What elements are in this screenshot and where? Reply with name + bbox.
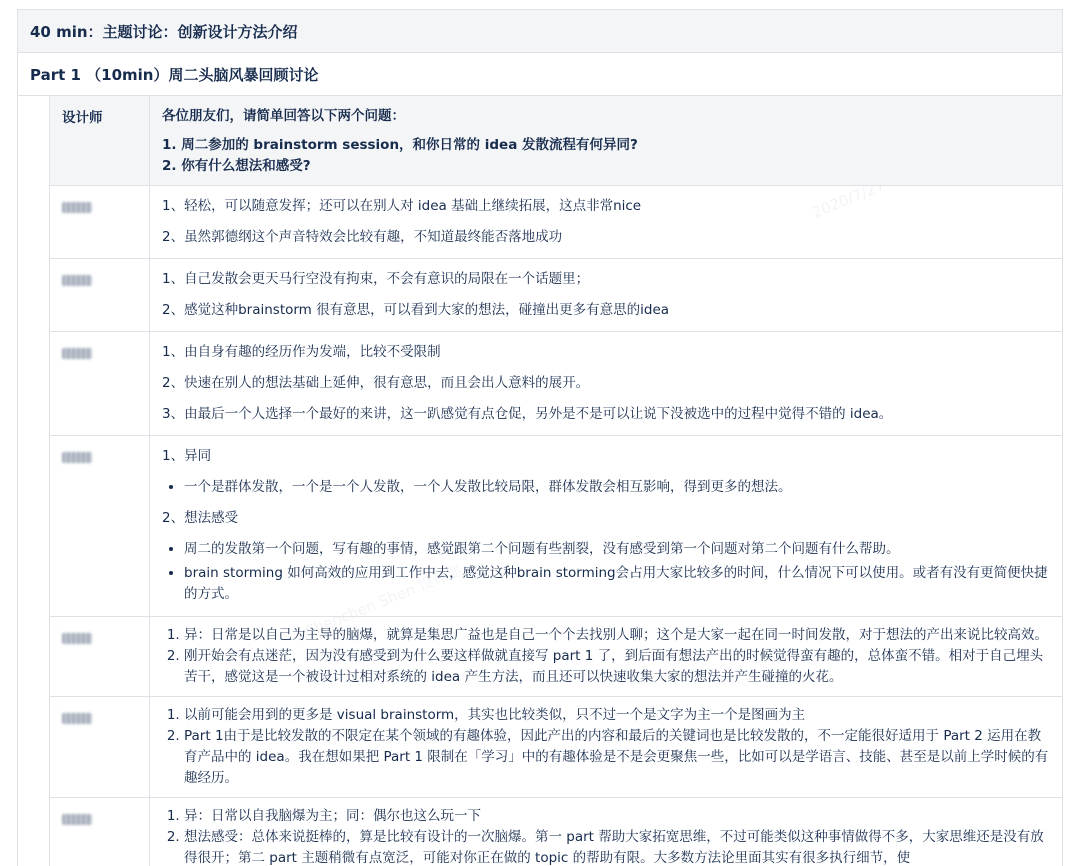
watermark: Shenchen Shen 设计部 [302,561,465,641]
answer-cell [150,617,1062,696]
list-item: • 周二的发散第一个问题，写有趣的事情，感觉跟第二个问题有些割裂，没有感受到第一个问题对第二个问题有什么帮助。 [184,539,1050,560]
answer-line: 2、虽然郭德纲这个声音特效会比较有趣，不知道最终能否落地成功 [162,229,563,245]
answer-cell [150,259,1062,331]
list-item: 2. 刚开始会有点迷茫，因为没有感受到为什么要这样做就直接写 part 1 了，到后面有想法产出的时候觉得蛮有趣的，总体蛮不错。相对于自己埋头苦干，感觉这是一个被设计过相对系统的 idea 产生方法，而且还可以快速收集大家的想法并产生碰撞的火花。 [184,646,1050,688]
bullet-list [162,477,1050,498]
part-title: Part 1 （10min）周二头脑风暴回顾讨论 [18,53,1062,96]
designer-name-cell [50,332,150,435]
blurred-name [62,348,92,359]
table-row [50,617,1062,697]
answer-line: 3、由最后一个人选择一个最好的来讲，这一趴感觉有点仓促，另外是不是可以让说下没被选中的过程中觉得不错的 idea。 [162,406,893,422]
table-row [50,332,1062,436]
section-title: 40 min：主题讨论：创新设计方法介绍 [18,10,1062,53]
list-item: 1. 以前可能会用到的更多是 visual brainstorm，其实也比较类似，只不过一个是文字为主一个是图画为主 [184,705,1050,726]
list-item: 1. 异：日常是以自己为主导的脑爆，就算是集思广益也是自己一个个去找别人聊；这个是大家一起在同一时间发散，对于想法的产出来说比较高效。 [184,625,1050,646]
answer-line: 2、快速在别人的想法基础上延伸，很有意思，而且会出人意料的展开。 [162,375,590,391]
blurred-name [62,814,92,825]
answer-cell [150,798,1062,866]
answer-line: 1、自己发散会更天马行空没有拘束，不会有意识的局限在一个话题里； [162,271,590,287]
table-row [50,798,1062,866]
list-item: • brain storming 如何高效的应用到工作中去，感觉这种brain storming会占用大家比较多的时间，什么情况下可以使用。或者有没有更简便快捷的方式。 [184,563,1050,605]
questions-intro: 各位朋友们，请简单回答以下两个问题： [162,108,405,124]
numbered-list [162,705,1050,789]
answer-line: 2、感觉这种brainstorm 很有意思，可以看到大家的想法，碰撞出更多有意思的idea [162,302,670,318]
discussion-table [17,9,1063,866]
question-1: 1. 周二参加的 brainstorm session，和你日常的 idea 发散流程有何异同? [162,137,638,153]
numbered-list [162,806,1050,866]
table-row [50,697,1062,798]
list-item: 2. Part 1由于是比较发散的不限定在某个领域的有趣体验，因此产出的内容和最后的关键词也是比较发散的，不一定能很好适用于 Part 2 运用在教育产品中的 idea。我在想如果把 Part 1 限制在「学习」中的有趣体验是不是会更聚焦一些，比如可以是学语言、技能、甚至是以前上学时候的有趣经历。 [184,726,1050,789]
answer-line: 1、轻松，可以随意发挥；还可以在别人对 idea 基础上继续拓展，这点非常nice [162,198,642,214]
answer-cell [150,186,1062,258]
blurred-name [62,202,92,213]
answer-heading: 2、想法感受 [162,510,239,526]
answer-cell [150,697,1062,797]
table-row [50,436,1062,617]
designer-column-header: 设计师 [50,96,150,185]
designer-name-cell [50,697,150,797]
watermark: 2020/7/27 [809,176,888,222]
blurred-name [62,713,92,724]
numbered-list [162,625,1050,688]
answer-line: 1、由自身有趣的经历作为发端，比较不受限制 [162,344,441,360]
blurred-name [62,633,92,644]
table-row [50,259,1062,332]
blurred-name [62,452,92,463]
bullet-list [162,539,1050,605]
designer-name-cell [50,617,150,696]
list-item: 2. 想法感受：总体来说挺棒的，算是比较有设计的一次脑爆。第一 part 帮助大家拓宽思维，不过可能类似这种事情做得不多，大家思维还是没有放得很开；第二 part 主题稍微有点宽泛，可能对你正在做的 topic 的帮助有限。大多数方法论里面其实有很多执行细节，使 [184,827,1050,866]
designer-name-cell [50,436,150,616]
designer-name-cell [50,259,150,331]
answers-table [49,96,1062,866]
blurred-name [62,275,92,286]
designer-name-cell [50,186,150,258]
answer-heading: 1、异同 [162,448,212,464]
answer-cell [150,332,1062,435]
question-2: 2. 你有什么想法和感受? [162,158,311,174]
list-item: 1. 异：日常以自我脑爆为主；同：偶尔也这么玩一下 [184,806,1050,827]
table-row [50,186,1062,259]
designer-name-cell [50,798,150,866]
table-header-row [50,96,1062,186]
questions-cell [150,96,1062,185]
list-item: • 一个是群体发散，一个是一个人发散，一个人发散比较局限，群体发散会相互影响，得到更多的想法。 [184,477,1050,498]
answer-cell [150,436,1062,616]
